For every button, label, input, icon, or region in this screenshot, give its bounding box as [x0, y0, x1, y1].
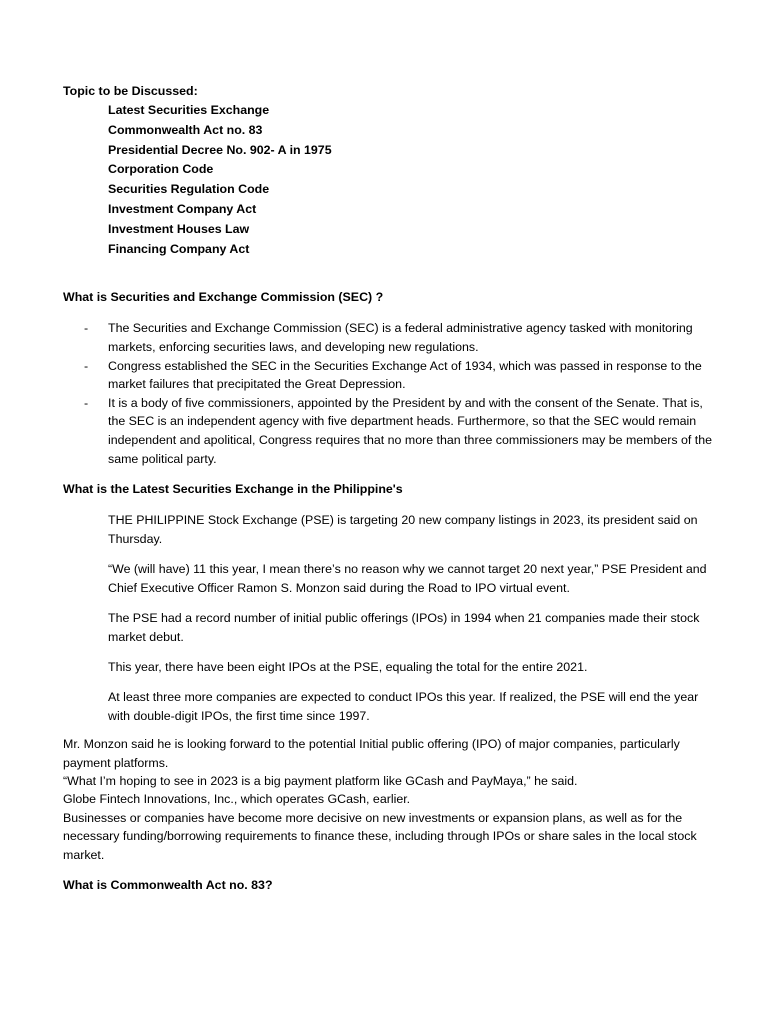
pse-list-item: This year, there have been eight IPOs at the PSE, equaling the total for the entire 2021. [108, 660, 588, 675]
paragraph: Mr. Monzon said he is looking forward to the potential Initial public offering (IPO) of major companies, particularly payment platforms. [63, 737, 680, 770]
paragraph: Globe Fintech Innovations, Inc., which operates GCash, earlier. [63, 792, 411, 807]
pse-list-item: “We (will have) 11 this year, I mean there’s no reason why we cannot target 20 next year,” PSE President and Chief Executive Officer Ramon S. Monzon said during the Road to IPO virtual event. [108, 562, 707, 596]
topic-item: Latest Securities Exchange [108, 103, 270, 117]
sec-heading: What is Securities and Exchange Commission (SEC) ? [63, 290, 384, 305]
topic-item: Commonwealth Act no. 83 [108, 122, 263, 137]
topics-list [63, 101, 723, 259]
sec-list-item: - The Securities and Exchange Commission (SEC) is a federal administrative agency tasked with monitoring markets, enforcing securities laws, and developing new regulations. [84, 321, 693, 354]
commonwealth-heading: What is Commonwealth Act no. 83? [63, 877, 273, 892]
sec-list-item: - Congress established the SEC in the Securities Exchange Act of 1934, which was passed in response to the market failures that precipitated the Great Depression. [84, 358, 702, 392]
dash-marker: - [84, 321, 89, 336]
topic-item: Presidential Decree No. 902- A in 1975 [108, 142, 332, 157]
topic-item: Financing Company Act [108, 241, 250, 256]
pse-list-item: At least three more companies are expected to conduct IPOs this year. If realized, the PSE will end the year with double-digit IPOs, the first time since 1997. [108, 690, 699, 724]
document-page [63, 82, 723, 895]
dash-marker: - [84, 358, 89, 373]
dash-marker: - [84, 395, 89, 410]
topics-heading: Topic to be Discussed: [63, 84, 198, 98]
sec-list-item: - It is a body of five commissioners, appointed by the President by and with the consent of the Senate. That is, the SEC is an independent agency with five department heads. Furthermore, so that the SEC would remain independent and apolitical, Congress requires that no more than three commissioners may be members of the same political party. [84, 395, 713, 466]
monzon-paragraphs [63, 735, 723, 864]
topic-item: Investment Company Act [108, 201, 257, 216]
sec-list [63, 319, 723, 468]
topic-item: Corporation Code [108, 162, 214, 177]
paragraph: Businesses or companies have become more decisive on new investments or expansion plans, as well as for the necessary funding/borrowing requirements to finance these, including through IPOs or share sales in the local stock market. [63, 810, 697, 862]
pse-list-item: THE PHILIPPINE Stock Exchange (PSE) is targeting 20 new company listings in 2023, its president said on Thursday. [108, 513, 698, 547]
pse-list [63, 511, 723, 726]
topic-item: Investment Houses Law [108, 221, 250, 236]
paragraph: “What I’m hoping to see in 2023 is a big payment platform like GCash and PayMaya,” he said. [63, 773, 578, 788]
pse-heading: What is the Latest Securities Exchange in the Philippine's [63, 482, 403, 497]
pse-list-item: The PSE had a record number of initial public offerings (IPOs) in 1994 when 21 companies made their stock market debut. [108, 611, 700, 645]
topic-item: Securities Regulation Code [108, 182, 270, 197]
